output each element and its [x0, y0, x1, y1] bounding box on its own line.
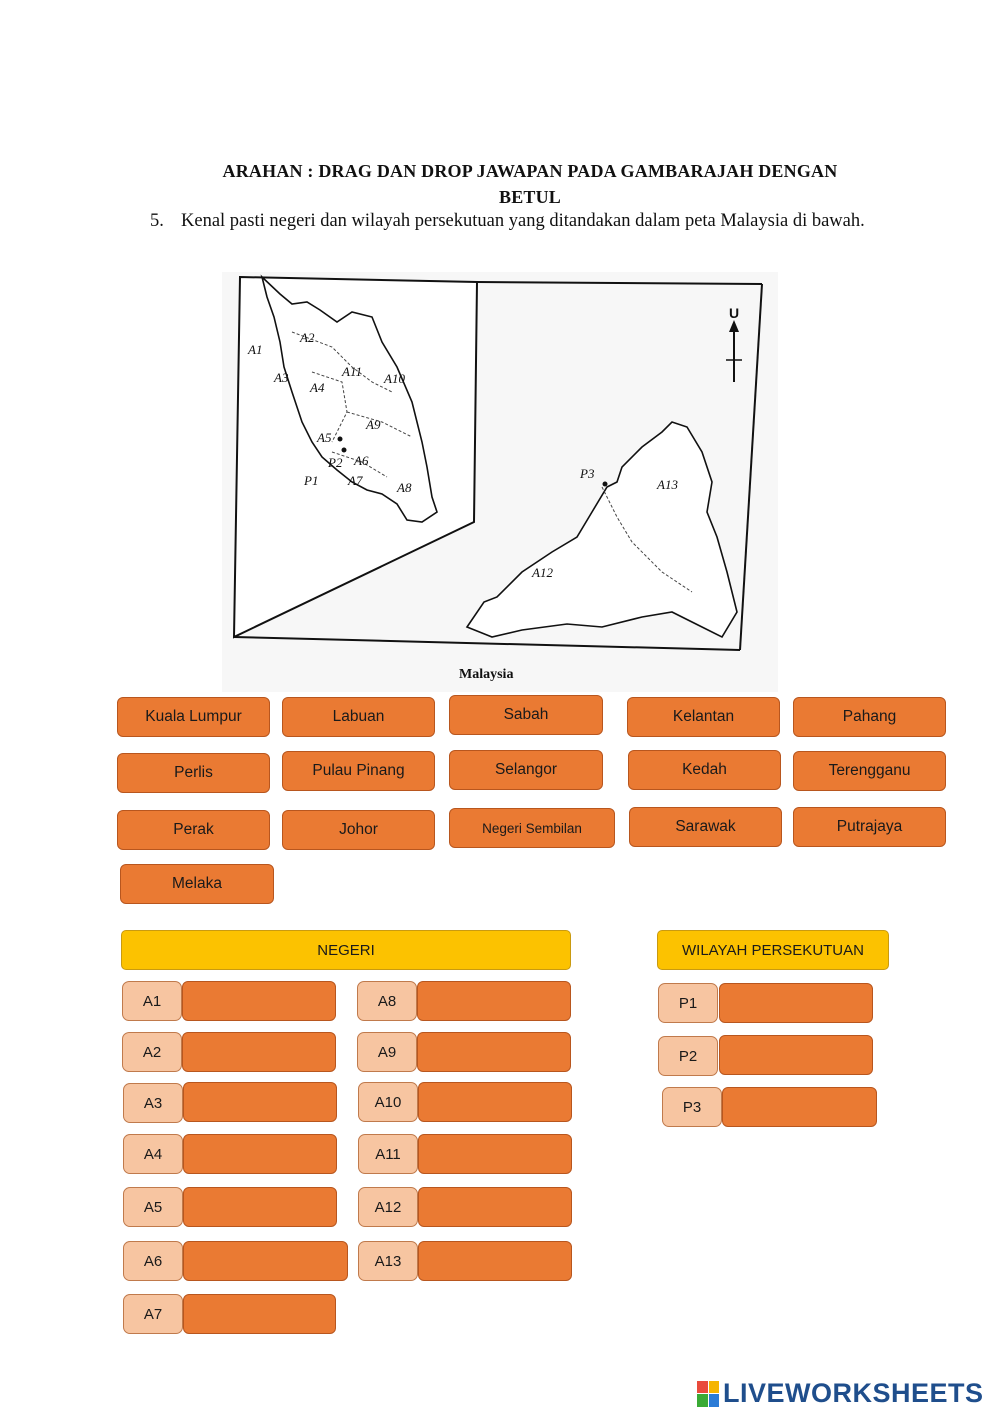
map-label-a9: A9 — [366, 417, 381, 432]
answer-chip-pahang[interactable]: Pahang — [793, 697, 946, 737]
answer-chip-perak[interactable]: Perak — [117, 810, 270, 850]
map-label-a1: A1 — [248, 342, 263, 357]
drop-slot-p3[interactable] — [722, 1087, 877, 1127]
tag-a5: A5 — [123, 1187, 183, 1227]
tag-a9: A9 — [357, 1032, 417, 1072]
drop-slot-a3[interactable] — [183, 1082, 337, 1122]
malaysia-map — [222, 272, 778, 692]
tag-a1: A1 — [122, 981, 182, 1021]
map-label-a11: A11 — [342, 364, 362, 379]
answer-chip-sarawak[interactable]: Sarawak — [629, 807, 782, 847]
map-label-p2: P2 — [328, 455, 343, 470]
map-label-a13: A13 — [657, 477, 678, 492]
instruction-line-2: BETUL — [498, 187, 562, 207]
tag-a4: A4 — [123, 1134, 183, 1174]
answer-chip-labuan[interactable]: Labuan — [282, 697, 435, 737]
north-label: U — [729, 305, 740, 321]
drop-slot-a7[interactable] — [183, 1294, 336, 1334]
answer-chip-pulau-pinang[interactable]: Pulau Pinang — [282, 751, 435, 791]
answer-chip-kuala-lumpur[interactable]: Kuala Lumpur — [117, 697, 270, 737]
tag-a2: A2 — [122, 1032, 182, 1072]
drop-slot-a8[interactable] — [417, 981, 571, 1021]
tag-a6: A6 — [123, 1241, 183, 1281]
map-label-a4: A4 — [310, 380, 325, 395]
drop-slot-a10[interactable] — [418, 1082, 572, 1122]
tag-p1: P1 — [658, 983, 718, 1023]
map-label-a10: A10 — [384, 371, 405, 386]
tag-p2: P2 — [658, 1036, 718, 1076]
map-label-a12: A12 — [532, 565, 553, 580]
map-label-a3: A3 — [274, 370, 289, 385]
drop-slot-a9[interactable] — [417, 1032, 571, 1072]
instruction-line-1: ARAHAN : DRAG DAN DROP JAWAPAN PADA GAMBARAJAH DENGAN — [222, 161, 838, 181]
drop-slot-a12[interactable] — [418, 1187, 572, 1227]
liveworksheets-icon — [697, 1381, 719, 1407]
answer-chip-kedah[interactable]: Kedah — [628, 750, 781, 790]
question-text: Kenal pasti negeri dan wilayah persekutuan yang ditandakan dalam peta Malaysia di bawah. — [181, 211, 865, 231]
map-label-a8: A8 — [397, 480, 412, 495]
tag-a11: A11 — [358, 1134, 418, 1174]
map-label-p3: P3 — [580, 466, 595, 481]
liveworksheets-logo — [697, 1378, 984, 1409]
instruction-heading — [180, 158, 880, 210]
map-label-a5: A5 — [317, 430, 332, 445]
tag-a13: A13 — [358, 1241, 418, 1281]
tag-p3: P3 — [662, 1087, 722, 1127]
watermark-text: LIVEWORKSHEETS — [723, 1378, 984, 1408]
tag-a7: A7 — [123, 1294, 183, 1334]
wilayah-header: WILAYAH PERSEKUTUAN — [657, 930, 889, 970]
drop-slot-a13[interactable] — [418, 1241, 572, 1281]
drop-slot-a6[interactable] — [183, 1241, 348, 1281]
question-number: 5. — [150, 211, 164, 231]
drop-slot-p2[interactable] — [719, 1035, 873, 1075]
drop-slot-a1[interactable] — [182, 981, 336, 1021]
answer-chip-melaka[interactable]: Melaka — [120, 864, 274, 904]
answer-chip-selangor[interactable]: Selangor — [449, 750, 603, 790]
tag-a3: A3 — [123, 1083, 183, 1123]
drop-slot-a11[interactable] — [418, 1134, 572, 1174]
answer-chip-johor[interactable]: Johor — [282, 810, 435, 850]
tag-a8: A8 — [357, 981, 417, 1021]
answer-chip-perlis[interactable]: Perlis — [117, 753, 270, 793]
map-drawing — [222, 272, 778, 692]
answer-chip-terengganu[interactable]: Terengganu — [793, 751, 946, 791]
answer-chip-putrajaya[interactable]: Putrajaya — [793, 807, 946, 847]
map-caption: Malaysia — [459, 667, 514, 682]
drop-slot-a2[interactable] — [182, 1032, 336, 1072]
map-label-a6: A6 — [354, 453, 369, 468]
map-label-p1: P1 — [304, 473, 319, 488]
tag-a12: A12 — [358, 1187, 418, 1227]
answer-chip-sabah[interactable]: Sabah — [449, 695, 603, 735]
tag-a10: A10 — [358, 1082, 418, 1122]
drop-slot-a4[interactable] — [183, 1134, 337, 1174]
question — [150, 208, 880, 234]
drop-slot-p1[interactable] — [719, 983, 873, 1023]
map-label-a7: A7 — [348, 473, 363, 488]
answer-chip-negeri-sembilan[interactable]: Negeri Sembilan — [449, 808, 615, 848]
map-label-a2: A2 — [300, 330, 315, 345]
answer-chip-kelantan[interactable]: Kelantan — [627, 697, 780, 737]
drop-slot-a5[interactable] — [183, 1187, 337, 1227]
negeri-header: NEGERI — [121, 930, 571, 970]
